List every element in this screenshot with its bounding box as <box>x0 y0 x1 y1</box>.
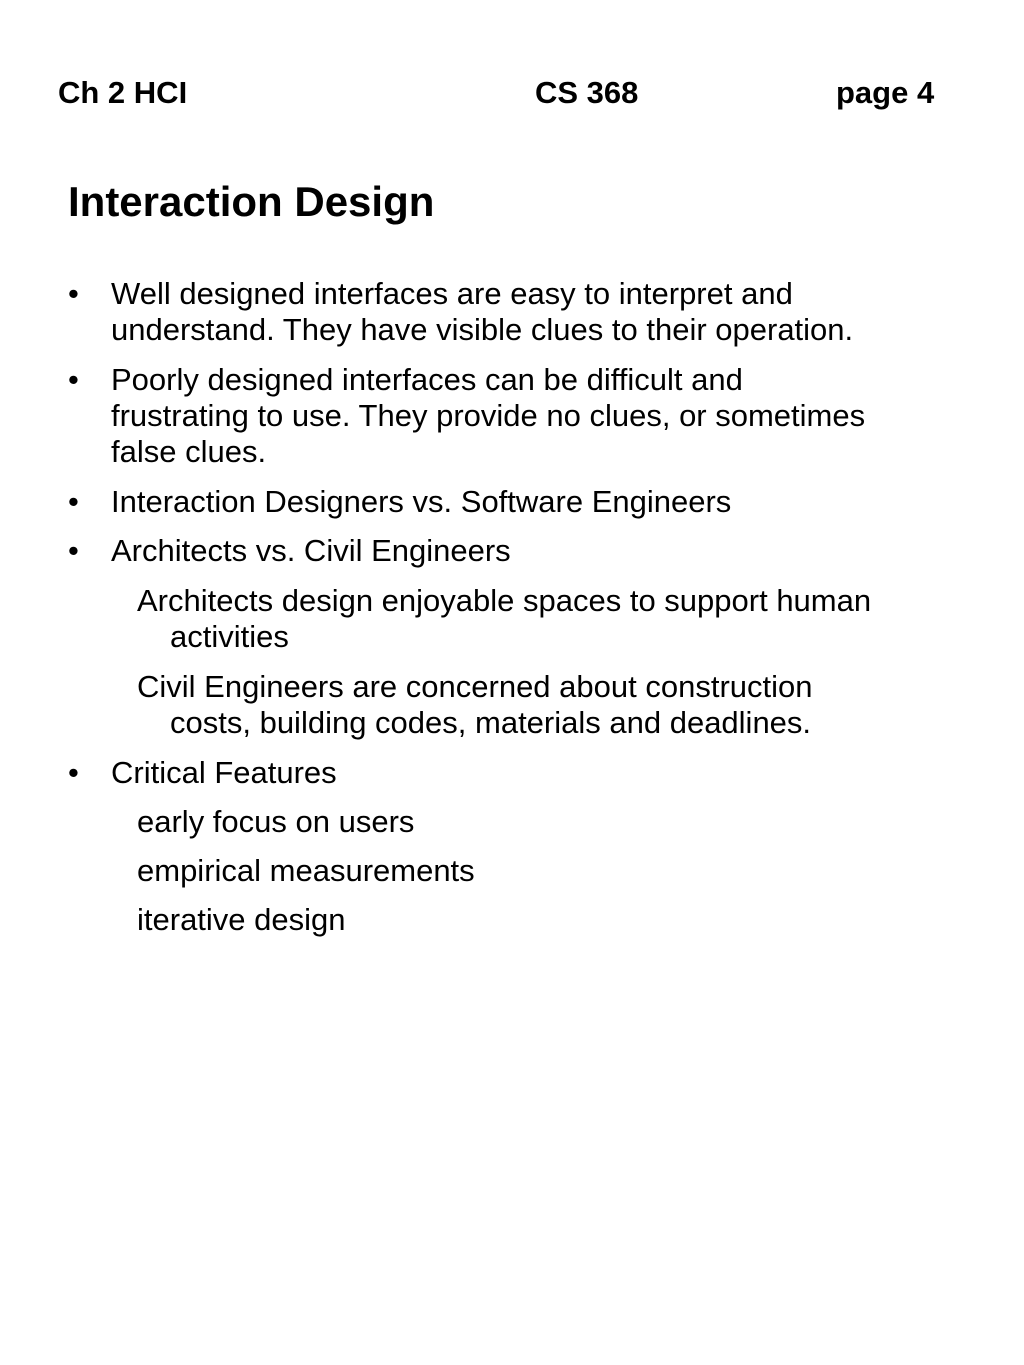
sub-item-early-focus: early focus on users <box>137 804 415 839</box>
bullet-marker: • <box>68 276 79 311</box>
bullet-marker: • <box>68 362 79 397</box>
bullet-marker: • <box>68 755 79 790</box>
bullet-text-line: Critical Features <box>111 755 337 790</box>
sub-item-text-line: Architects design enjoyable spaces to support human <box>137 583 872 618</box>
header-course: CS 368 <box>535 75 639 110</box>
bullet-text-line: Well designed interfaces are easy to interpret and <box>111 276 793 311</box>
bullet-text-line: false clues. <box>111 434 267 469</box>
bullet-marker: • <box>68 533 79 568</box>
sub-item-text-line: costs, building codes, materials and deadlines. <box>170 705 812 740</box>
sub-item-empirical: empirical measurements <box>137 853 475 888</box>
header-page-number: page 4 <box>836 75 935 110</box>
bullet-marker: • <box>68 484 79 519</box>
sub-item-text-line: activities <box>170 619 289 654</box>
sub-item-iterative: iterative design <box>137 902 346 937</box>
bullet-text-line: Poorly designed interfaces can be difficult and <box>111 362 743 397</box>
bullet-text-line: understand. They have visible clues to their operation. <box>111 312 854 347</box>
sub-item-text-line: Civil Engineers are concerned about construction <box>137 669 813 704</box>
bullet-text-line: Architects vs. Civil Engineers <box>111 533 511 568</box>
bullet-text-line: frustrating to use. They provide no clues, or sometimes <box>111 398 866 433</box>
bullet-text-line: Interaction Designers vs. Software Engineers <box>111 484 732 519</box>
header-chapter: Ch 2 HCI <box>58 75 188 110</box>
page-title: Interaction Design <box>68 178 435 225</box>
